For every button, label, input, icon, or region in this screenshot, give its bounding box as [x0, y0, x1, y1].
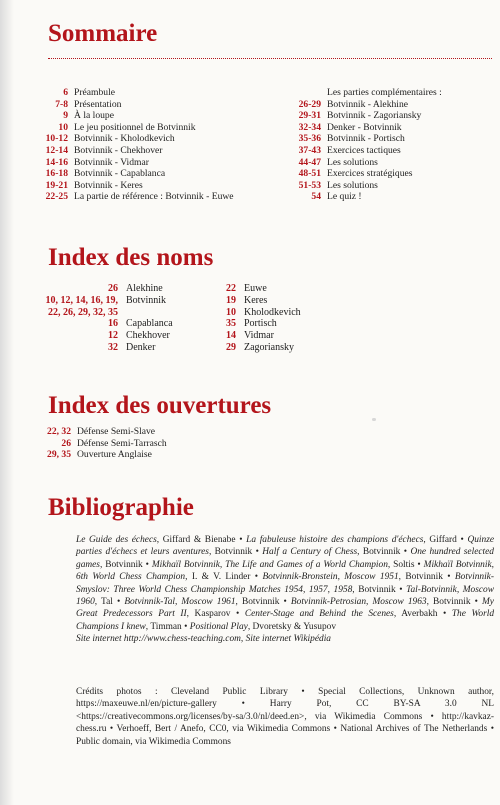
toc-row	[44, 133, 234, 145]
bibliography-author: , Giffard	[423, 535, 457, 545]
toc-title: Botvinnik - Chekhover	[74, 144, 163, 156]
index-row	[30, 283, 173, 295]
index-name: Keres	[244, 294, 268, 306]
toc-page: 32-34	[298, 121, 321, 133]
bibliography-title: Mikhaïl Botvinnik, The Life and Games of a World Champion	[151, 559, 388, 570]
index-pages: 32	[108, 341, 118, 353]
bibliography-author: , Botvinnik	[99, 559, 143, 570]
index-pages: 10	[226, 306, 236, 318]
bibliography-entry	[262, 547, 400, 557]
toc-title: Les solutions	[327, 179, 378, 191]
toc-title: Botvinnik - Portisch	[327, 133, 405, 145]
toc-page: 51-53	[298, 179, 321, 191]
bibliography-title: Botvinnik-Petrosian, Moscow 1963	[290, 597, 427, 608]
toc-row	[44, 180, 234, 192]
bibliography-title: Tal-Botvinnik, Moscow 1960	[76, 584, 494, 608]
index-row	[208, 318, 301, 330]
bibliography-title: Botvinnik-Smyslov: Three World Chess Championship Matches 1954, 1957, 1958	[76, 572, 494, 595]
toc-row	[44, 157, 234, 169]
bibliography-title: Mikhaïl Botvinnik, 6th World Chess Champion	[76, 559, 494, 583]
bibliography-title: Quinze parties d'échecs et leurs aventures	[76, 535, 494, 558]
toc-title: Le jeu positionnel de Botvinnik	[74, 121, 196, 133]
index-row	[208, 330, 301, 342]
toc-page: 44-47	[298, 156, 321, 168]
toc-title: Présentation	[74, 98, 122, 110]
bibliography-entry	[245, 609, 438, 619]
toc-page: 19-21	[45, 179, 68, 191]
toc-title: Botvinnik - Capablanca	[74, 168, 166, 180]
bibliography-entry	[124, 597, 279, 607]
bibliography-title: Center-Stage and Behind the Scenes	[244, 609, 394, 620]
bibliography-entry	[76, 535, 236, 545]
toc-row	[284, 180, 442, 192]
toc-title: Botvinnik - Alekhine	[327, 98, 409, 110]
toc-page: 37-43	[298, 144, 321, 156]
toc-page: 9	[63, 110, 68, 122]
index-row	[30, 449, 167, 461]
bibliography-title: Botvinnik-Bronstein, Moscow 1951	[262, 572, 399, 583]
index-pages: 19	[226, 294, 236, 306]
opening-name: Défense Semi-Slave	[77, 426, 156, 437]
toc-title: Exercices tactiques	[327, 144, 401, 156]
toc-row	[284, 191, 442, 203]
bibliography-title: La fabuleuse histoire des champions d'échecs	[246, 535, 424, 545]
index-pages: 12	[108, 330, 118, 342]
bibliography-author: , Botvinnik	[357, 547, 401, 558]
index-ouvertures-list	[30, 426, 167, 461]
index-noms-heading: Index des noms	[48, 244, 214, 271]
toc-page: 16-18	[45, 168, 68, 180]
index-pages: 22	[226, 283, 236, 294]
bibliography-title: Positional Play	[189, 621, 248, 632]
opening-name: Ouverture Anglaise	[77, 449, 152, 461]
toc-page: 14-16	[45, 156, 68, 168]
toc-page: 12-14	[45, 144, 68, 156]
toc-row	[44, 87, 234, 99]
bibliography-entry	[262, 572, 442, 582]
bibliography-author: , Dvoretsky & Yusupov	[247, 621, 337, 632]
bibliography-author: , Timman	[145, 621, 182, 632]
index-name: Botvinnik	[126, 294, 167, 306]
toc-page: 35-36	[298, 133, 321, 145]
index-row	[30, 438, 167, 450]
toc-page: 26-29	[298, 98, 321, 110]
index-row	[30, 330, 173, 342]
toc-row	[44, 191, 234, 203]
bibliography-author: , Tal	[94, 597, 113, 608]
bibliography-author: , Botvinnik	[426, 597, 471, 608]
toc-row	[284, 122, 442, 134]
index-pages: 26	[108, 283, 118, 294]
index-noms-left-column	[30, 283, 173, 354]
toc-title: Botvinnik - Kholodkevich	[74, 133, 175, 145]
index-name: Chekhover	[126, 330, 170, 342]
bibliography-entries: Le Guide des échecs, Giffard & Bienabe • La fabuleuse histoire des champions d'échecs, Giffard • Quinze parties d'échecs et leurs aventures, Botvinnik • Half a Century of Chess, Botvinnik • One hundred selected games, Botvinnik • Mikhaïl Botvinnik, The Life and Games of a World Champion, Soltis • Mikhaïl Botvinnik, 6th World Chess Champion, I. & V. Linder • Botvinnik-Bronstein, Moscow 1951, Botvinnik • Botvinnik-Smyslov: Three World Chess Championship Matches 1954, 1957, 1958, Botvinnik • Tal-Botvinnik, Moscow 1960, Tal • Botvinnik-Tal, Moscow 1961, Botvinnik • Botvinnik-Petrosian, Moscow 1963, Botvinnik • My Great Predecessors Part II, Kasparov • Center-Stage and Behind the Scenes, Averbakh • The World Champions I knew, Timman • Positional Play, Dvoretsky & Yusupov	[76, 535, 495, 632]
bibliography-title: Half a Century of Chess	[262, 547, 358, 558]
toc-page: 10	[58, 121, 68, 133]
toc-row	[44, 110, 234, 122]
toc-row	[284, 168, 442, 180]
toc-row	[44, 122, 234, 134]
bibliography-title: My Great Predecessors Part II	[76, 597, 494, 620]
index-name: Denker	[126, 341, 156, 353]
bibliographie-heading: Bibliographie	[48, 494, 194, 521]
toc-row	[284, 145, 442, 157]
index-pages: 26	[61, 437, 71, 449]
index-pages: 29, 35	[47, 449, 71, 461]
toc-title: Exercices stratégiques	[327, 168, 413, 180]
index-name: Euwe	[244, 283, 267, 294]
index-row	[208, 342, 301, 354]
toc-row	[44, 168, 234, 180]
index-pages: 16	[108, 318, 118, 330]
toc-subheading: Les parties complémentaires :	[327, 87, 442, 98]
page-gutter-shadow	[0, 0, 14, 805]
bibliography-title: Botvinnik-Tal, Moscow 1961	[124, 597, 236, 608]
bibliography-author: , Kasparov	[186, 609, 231, 620]
index-name: Zagoriansky	[244, 341, 294, 353]
index-row	[30, 318, 173, 330]
index-name: Capablanca	[126, 318, 173, 330]
bibliography-text	[76, 534, 494, 646]
toc-row	[284, 110, 442, 122]
dotted-divider	[48, 58, 492, 59]
bibliography-title: Le Guide des échecs	[76, 535, 157, 545]
index-name: Kholodkevich	[244, 306, 301, 318]
index-pages-line: 22, 26, 29, 32, 35	[48, 306, 118, 318]
index-noms-right-column	[208, 283, 301, 354]
bibliography-author: , Botvinnik	[208, 547, 253, 558]
toc-row	[284, 157, 442, 169]
bibliography-author: , Botvinnik	[235, 597, 280, 608]
index-row	[30, 295, 173, 319]
index-row	[208, 283, 301, 295]
index-pages: 35	[226, 318, 236, 330]
index-pages: 14	[226, 330, 236, 342]
paper-speck	[372, 418, 376, 421]
toc-title: Denker - Botvinnik	[327, 121, 402, 133]
toc-row	[284, 99, 442, 111]
toc-title: Botvinnik - Zagoriansky	[327, 110, 422, 122]
bibliography-author: , I. & V. Linder	[185, 572, 251, 583]
bibliography-sites: Site internet http://www.chess-teaching.com, Site internet Wikipédia	[76, 634, 331, 645]
toc-title: La partie de référence : Botvinnik - Euwe	[74, 191, 234, 203]
bibliography-entry	[152, 560, 415, 570]
toc-page: 29-31	[298, 110, 321, 122]
bibliography-author: , Botvinnik	[398, 572, 443, 583]
index-pages: 22, 32	[47, 426, 71, 437]
toc-page: 10-12	[45, 133, 68, 145]
toc-row	[44, 99, 234, 111]
bibliography-entry	[190, 622, 336, 632]
toc-title: Préambule	[74, 87, 116, 98]
photo-credits: Crédits photos : Cleveland Public Library • Special Collections, Unknown author, https://maxeuwe.nl/en/picture-gallery • Harry Pot, CC BY-SA 3.0 NL <https://creativecommons.org/licenses/by-sa/3.0/nl/deed.en>, via Wikimedia Commons • http://kavkaz-chess.ru • Verhoeff, Bert / Anefo, CC0, via Wikimedia Commons • National Archives of The Netherlands • Public domain, via Wikimedia Commons	[76, 687, 494, 747]
toc-title: À la loupe	[74, 110, 114, 122]
toc-page: 6	[63, 87, 68, 98]
bibliography-author: , Averbakh	[393, 609, 438, 620]
bibliography-author: , Botvinnik	[352, 584, 396, 595]
index-pages	[30, 295, 126, 319]
toc-title: Botvinnik - Vidmar	[74, 156, 149, 168]
index-pages: 29	[226, 341, 236, 353]
index-pages-line: 10, 12, 14, 16, 19,	[45, 294, 118, 306]
index-ouvertures-heading: Index des ouvertures	[48, 392, 272, 419]
index-row	[208, 295, 301, 307]
toc-row	[44, 145, 234, 157]
opening-name: Défense Semi-Tarrasch	[77, 437, 167, 449]
bibliography-entry	[246, 535, 457, 545]
toc-title: Le quiz !	[327, 191, 362, 203]
toc-page: 54	[311, 191, 321, 203]
toc-page: 22-25	[45, 191, 68, 203]
bibliography-title: The World Champions I knew	[76, 609, 495, 632]
sommaire-heading: Sommaire	[48, 20, 158, 47]
index-row	[208, 307, 301, 319]
bibliography-author: , Soltis	[387, 559, 415, 570]
toc-right-column	[284, 87, 442, 203]
bibliography-author: , Giffard & Bienabe	[156, 535, 236, 545]
toc-page: 7-8	[55, 98, 68, 110]
toc-title: Botvinnik - Keres	[74, 179, 143, 191]
index-name: Portisch	[244, 318, 277, 330]
index-row	[30, 342, 173, 354]
toc-page: 48-51	[298, 168, 321, 180]
bibliography-entry	[291, 597, 471, 607]
index-row	[30, 426, 167, 438]
index-name: Vidmar	[244, 330, 274, 342]
toc-left-column	[44, 87, 234, 203]
toc-row	[284, 133, 442, 145]
bibliography-title: One hundred selected games	[76, 547, 494, 570]
toc-title: Les solutions	[327, 156, 378, 168]
index-name: Alekhine	[126, 283, 163, 294]
